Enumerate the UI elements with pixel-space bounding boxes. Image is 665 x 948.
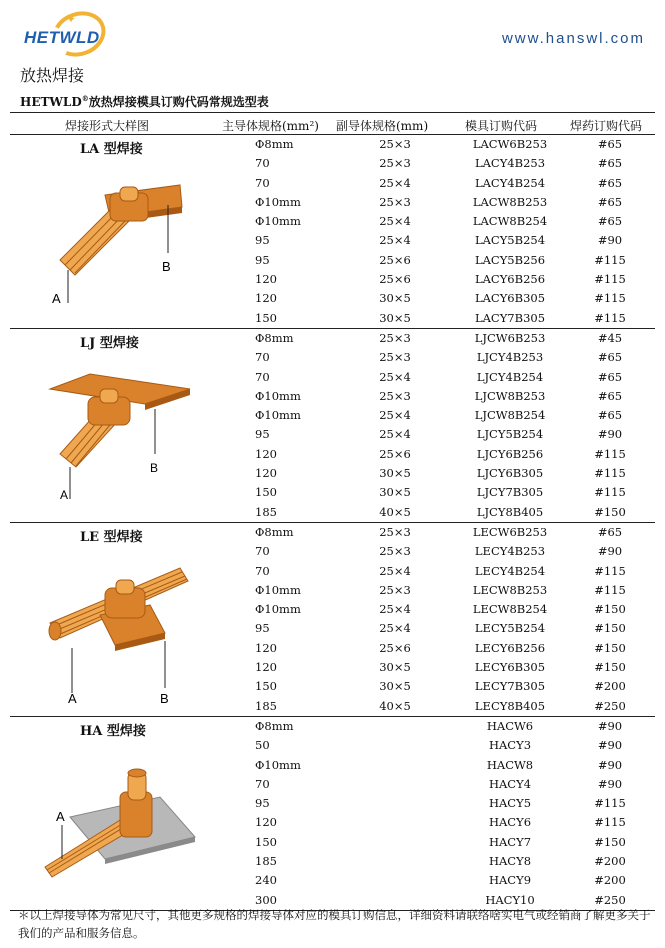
table-row — [10, 329, 655, 348]
mold-code-cell: LJCW8B253 — [474, 388, 546, 403]
powder-code-cell: #115 — [594, 485, 626, 500]
powder-code-cell: #90 — [597, 427, 623, 442]
main-conductor-cell: 95 — [255, 427, 270, 442]
main-conductor-cell: 150 — [255, 310, 277, 325]
sub-conductor-cell: 25×4 — [379, 602, 411, 617]
mold-code-cell: HACY9 — [488, 873, 532, 888]
main-conductor-cell: 120 — [255, 640, 277, 655]
main-conductor-cell: 95 — [255, 621, 270, 636]
table-row — [10, 871, 655, 890]
powder-code-cell: #65 — [597, 156, 623, 171]
mold-code-cell: LECW8B254 — [472, 602, 548, 617]
mold-code-cell: LACY5B254 — [474, 233, 546, 248]
main-conductor-cell: 120 — [255, 291, 277, 306]
powder-code-cell: #200 — [594, 873, 626, 888]
table-row — [10, 619, 655, 638]
powder-code-cell: #115 — [594, 446, 626, 461]
mold-code-cell: HACY10 — [485, 892, 535, 907]
weld-group — [10, 523, 655, 717]
powder-code-cell: #150 — [594, 621, 626, 636]
group-name: HA 型焊接 — [80, 723, 146, 739]
powder-code-cell: #200 — [594, 679, 626, 694]
header-powder-code: 焊药订购代码 — [570, 119, 643, 133]
powder-code-cell: #115 — [594, 310, 626, 325]
mold-code-cell: LJCY4B253 — [476, 350, 544, 365]
table-row — [10, 309, 655, 328]
mold-code-cell: LJCY7B305 — [476, 485, 544, 500]
table-header — [10, 113, 655, 135]
table-row — [10, 756, 655, 775]
main-conductor-cell: Φ8mm — [255, 718, 294, 733]
mold-code-cell: LACY4B253 — [474, 156, 546, 171]
header-mold-code: 模具订购代码 — [465, 119, 538, 133]
mold-code-cell: LACY6B305 — [474, 291, 546, 306]
table-row — [10, 348, 655, 367]
table-row — [10, 833, 655, 852]
main-conductor-cell: Φ10mm — [255, 582, 301, 597]
main-conductor-cell: Φ8mm — [255, 330, 294, 345]
mold-code-cell: LACY7B305 — [474, 310, 546, 325]
mold-code-cell: HACY5 — [488, 796, 532, 811]
powder-code-cell: #115 — [594, 466, 626, 481]
table-row — [10, 387, 655, 406]
weld-group — [10, 329, 655, 523]
table-row — [10, 523, 655, 542]
table-title-text: 放热焊接模具订购代码常规选型表 — [88, 95, 269, 109]
main-conductor-cell: 70 — [255, 156, 270, 171]
powder-code-cell: #90 — [597, 233, 623, 248]
mold-code-cell: HACY6 — [488, 815, 532, 830]
main-conductor-cell: 185 — [255, 504, 277, 519]
table-row — [10, 677, 655, 696]
selection-table — [10, 112, 655, 911]
powder-code-cell: #150 — [594, 660, 626, 675]
mold-code-cell: LJCY8B405 — [476, 504, 544, 519]
mold-code-cell: LECY7B305 — [474, 679, 546, 694]
sub-conductor-cell: 25×3 — [379, 388, 411, 403]
main-conductor-cell: Φ10mm — [255, 602, 301, 617]
main-conductor-cell: Φ8mm — [255, 524, 294, 539]
group-name: LA 型焊接 — [80, 142, 143, 157]
header-main-conductor: 主导体规格(mm²) — [222, 119, 319, 133]
illus-label-a: A — [60, 487, 69, 499]
table-row — [10, 600, 655, 619]
main-conductor-cell: 150 — [255, 679, 277, 694]
table-row — [10, 483, 655, 502]
mold-code-cell: LJCY4B254 — [476, 369, 544, 384]
group-name: LJ 型焊接 — [80, 335, 139, 351]
main-conductor-cell: 70 — [255, 544, 270, 559]
group-name: LE 型焊接 — [80, 529, 143, 545]
mold-code-cell: LJCY6B305 — [476, 466, 544, 481]
mold-code-cell: LACW8B254 — [472, 214, 548, 229]
website-url[interactable]: www.hanswl.com — [501, 30, 645, 47]
table-row — [10, 445, 655, 464]
powder-code-cell: #115 — [594, 272, 626, 287]
powder-code-cell: #115 — [594, 252, 626, 267]
table-row — [10, 697, 655, 716]
mold-code-cell: LECY4B254 — [474, 563, 546, 578]
mold-code-cell: HACY4 — [488, 776, 532, 791]
powder-code-cell: #90 — [597, 544, 623, 559]
sub-conductor-cell: 25×3 — [379, 544, 411, 559]
sub-conductor-cell: 25×4 — [379, 408, 411, 423]
illus-label-a: A — [52, 291, 61, 305]
main-conductor-cell: 50 — [255, 738, 270, 753]
table-body — [10, 135, 655, 911]
table-row — [10, 464, 655, 483]
table-row — [10, 270, 655, 289]
mold-code-cell: LECY6B305 — [474, 660, 546, 675]
powder-code-cell: #65 — [597, 137, 623, 151]
mold-code-cell: LECY4B253 — [474, 544, 546, 559]
powder-code-cell: #65 — [597, 350, 623, 365]
main-conductor-cell: 120 — [255, 272, 277, 287]
main-conductor-cell: 185 — [255, 853, 277, 868]
sub-conductor-cell: 25×3 — [379, 194, 411, 209]
sub-conductor-cell: 25×4 — [379, 233, 411, 248]
mold-code-cell: HACW8 — [486, 757, 534, 772]
sub-conductor-cell: 25×4 — [379, 427, 411, 442]
main-conductor-cell: 120 — [255, 446, 277, 461]
mold-code-cell: HACY8 — [488, 853, 532, 868]
powder-code-cell: #115 — [594, 815, 626, 830]
sub-conductor-cell: 25×3 — [379, 330, 411, 345]
mold-code-cell: LECW8B253 — [472, 582, 548, 597]
mold-code-cell: LACW8B253 — [472, 194, 548, 209]
main-conductor-cell: 70 — [255, 776, 270, 791]
powder-code-cell: #115 — [594, 291, 626, 306]
sub-conductor-cell: 25×6 — [379, 640, 411, 655]
header-sub-conductor: 副导体规格(mm) — [336, 119, 429, 133]
table-row — [10, 135, 655, 154]
mold-code-cell: LJCY6B256 — [476, 446, 544, 461]
powder-code-cell: #150 — [594, 504, 626, 519]
table-row — [10, 231, 655, 250]
table-title — [20, 93, 269, 110]
table-row — [10, 212, 655, 231]
powder-code-cell: #115 — [594, 563, 626, 578]
table-row — [10, 425, 655, 444]
table-row — [10, 193, 655, 212]
illus-label-a: A — [68, 690, 77, 703]
table-row — [10, 368, 655, 387]
table-row — [10, 717, 655, 736]
main-conductor-cell: Φ10mm — [255, 757, 301, 772]
powder-code-cell: #115 — [594, 582, 626, 597]
mold-code-cell: LJCY5B254 — [476, 427, 544, 442]
mold-code-cell: LECW6B253 — [472, 524, 548, 539]
sub-conductor-cell: 30×5 — [379, 291, 411, 306]
table-row — [10, 813, 655, 832]
main-conductor-cell: 120 — [255, 466, 277, 481]
table-row — [10, 154, 655, 173]
sub-conductor-cell: 25×3 — [379, 350, 411, 365]
main-conductor-cell: 120 — [255, 660, 277, 675]
table-row — [10, 562, 655, 581]
table-row — [10, 289, 655, 308]
sub-conductor-cell: 30×5 — [379, 310, 411, 325]
powder-code-cell: #250 — [594, 698, 626, 713]
table-row — [10, 174, 655, 193]
powder-code-cell: #45 — [597, 330, 623, 345]
powder-code-cell: #90 — [597, 757, 623, 772]
section-title: 放热焊接 — [20, 66, 85, 85]
sub-conductor-cell: 25×3 — [379, 137, 411, 151]
powder-code-cell: #90 — [597, 776, 623, 791]
main-conductor-cell: 95 — [255, 796, 270, 811]
table-row — [10, 542, 655, 561]
sub-conductor-cell: 25×4 — [379, 621, 411, 636]
sub-conductor-cell: 25×4 — [379, 214, 411, 229]
sub-conductor-cell: 40×5 — [379, 698, 411, 713]
sub-conductor-cell: 25×6 — [379, 446, 411, 461]
main-conductor-cell: 70 — [255, 350, 270, 365]
main-conductor-cell: 120 — [255, 815, 277, 830]
main-conductor-cell: Φ10mm — [255, 388, 301, 403]
powder-code-cell: #150 — [594, 602, 626, 617]
weld-group — [10, 135, 655, 329]
registered-mark: ® — [81, 94, 89, 103]
main-conductor-cell: Φ10mm — [255, 194, 301, 209]
mold-code-cell: LECY6B256 — [474, 640, 546, 655]
table-row — [10, 503, 655, 522]
sub-conductor-cell: 40×5 — [379, 504, 411, 519]
weld-group — [10, 717, 655, 911]
sub-conductor-cell: 30×5 — [379, 466, 411, 481]
sub-conductor-cell: 30×5 — [379, 660, 411, 675]
table-row — [10, 775, 655, 794]
sub-conductor-cell: 25×3 — [379, 582, 411, 597]
table-row — [10, 794, 655, 813]
illus-label-b: B — [160, 690, 169, 703]
powder-code-cell: #200 — [594, 853, 626, 868]
mold-code-cell: HACW6 — [486, 718, 534, 733]
main-conductor-cell: 150 — [255, 834, 277, 849]
table-row — [10, 736, 655, 755]
table-row — [10, 658, 655, 677]
main-conductor-cell: 300 — [255, 892, 277, 907]
sub-conductor-cell: 25×4 — [379, 369, 411, 384]
table-row — [10, 852, 655, 871]
powder-code-cell: #150 — [594, 640, 626, 655]
powder-code-cell: #90 — [597, 738, 623, 753]
powder-code-cell: #65 — [597, 388, 623, 403]
powder-code-cell: #65 — [597, 214, 623, 229]
sub-conductor-cell: 30×5 — [379, 679, 411, 694]
sub-conductor-cell: 25×6 — [379, 272, 411, 287]
main-conductor-cell: 70 — [255, 369, 270, 384]
mold-code-cell: LJCW6B253 — [474, 330, 546, 345]
illus-label-a: A — [56, 808, 65, 824]
sub-conductor-cell: 25×4 — [379, 175, 411, 190]
illus-label-b: B — [162, 259, 171, 274]
main-conductor-cell: Φ10mm — [255, 408, 301, 423]
mold-code-cell: HACY3 — [488, 738, 532, 753]
powder-code-cell: #65 — [597, 194, 623, 209]
powder-code-cell: #115 — [594, 796, 626, 811]
powder-code-cell: #65 — [597, 408, 623, 423]
main-conductor-cell: 95 — [255, 252, 270, 267]
main-conductor-cell: Φ8mm — [255, 137, 294, 151]
powder-code-cell: #65 — [597, 524, 623, 539]
table-title-brand: HETWLD — [20, 95, 82, 109]
mold-code-cell: LJCW8B254 — [474, 408, 546, 423]
illus-label-b: B — [150, 460, 159, 475]
sub-conductor-cell: 25×3 — [379, 524, 411, 539]
sub-conductor-cell: 25×4 — [379, 563, 411, 578]
main-conductor-cell: 70 — [255, 563, 270, 578]
main-conductor-cell: 150 — [255, 485, 277, 500]
main-conductor-cell: Φ10mm — [255, 214, 301, 229]
main-conductor-cell: 95 — [255, 233, 270, 248]
powder-code-cell: #65 — [597, 175, 623, 190]
powder-code-cell: #150 — [594, 834, 626, 849]
mold-code-cell: LACY4B254 — [474, 175, 546, 190]
powder-code-cell: #90 — [597, 718, 623, 733]
main-conductor-cell: 240 — [255, 873, 277, 888]
header-diagram: 焊接形式大样图 — [65, 119, 150, 133]
mold-code-cell: LACY5B256 — [474, 252, 546, 267]
sub-conductor-cell: 25×3 — [379, 156, 411, 171]
footnote: ＊以上焊接导体为常见尺寸，其他更多规格的焊接导体对应的模具订购信息，详细资料请联络啥实电气或经销商了解更多关于我们的产品和服务信息。 — [18, 908, 651, 940]
table-row — [10, 251, 655, 270]
powder-code-cell: #250 — [594, 892, 626, 907]
logo-star-icon: ✦ — [66, 12, 77, 26]
logo-text: HETWLD — [24, 28, 100, 47]
sub-conductor-cell: 25×6 — [379, 252, 411, 267]
sub-conductor-cell: 30×5 — [379, 485, 411, 500]
powder-code-cell: #65 — [597, 369, 623, 384]
mold-code-cell: HACY7 — [488, 834, 532, 849]
table-row — [10, 639, 655, 658]
company-logo — [20, 10, 115, 58]
table-row — [10, 581, 655, 600]
main-conductor-cell: 70 — [255, 175, 270, 190]
mold-code-cell: LECY5B254 — [474, 621, 546, 636]
table-row — [10, 406, 655, 425]
mold-code-cell: LECY8B405 — [474, 698, 546, 713]
main-conductor-cell: 185 — [255, 698, 277, 713]
mold-code-cell: LACY6B256 — [474, 272, 546, 287]
mold-code-cell: LACW6B253 — [472, 137, 548, 151]
